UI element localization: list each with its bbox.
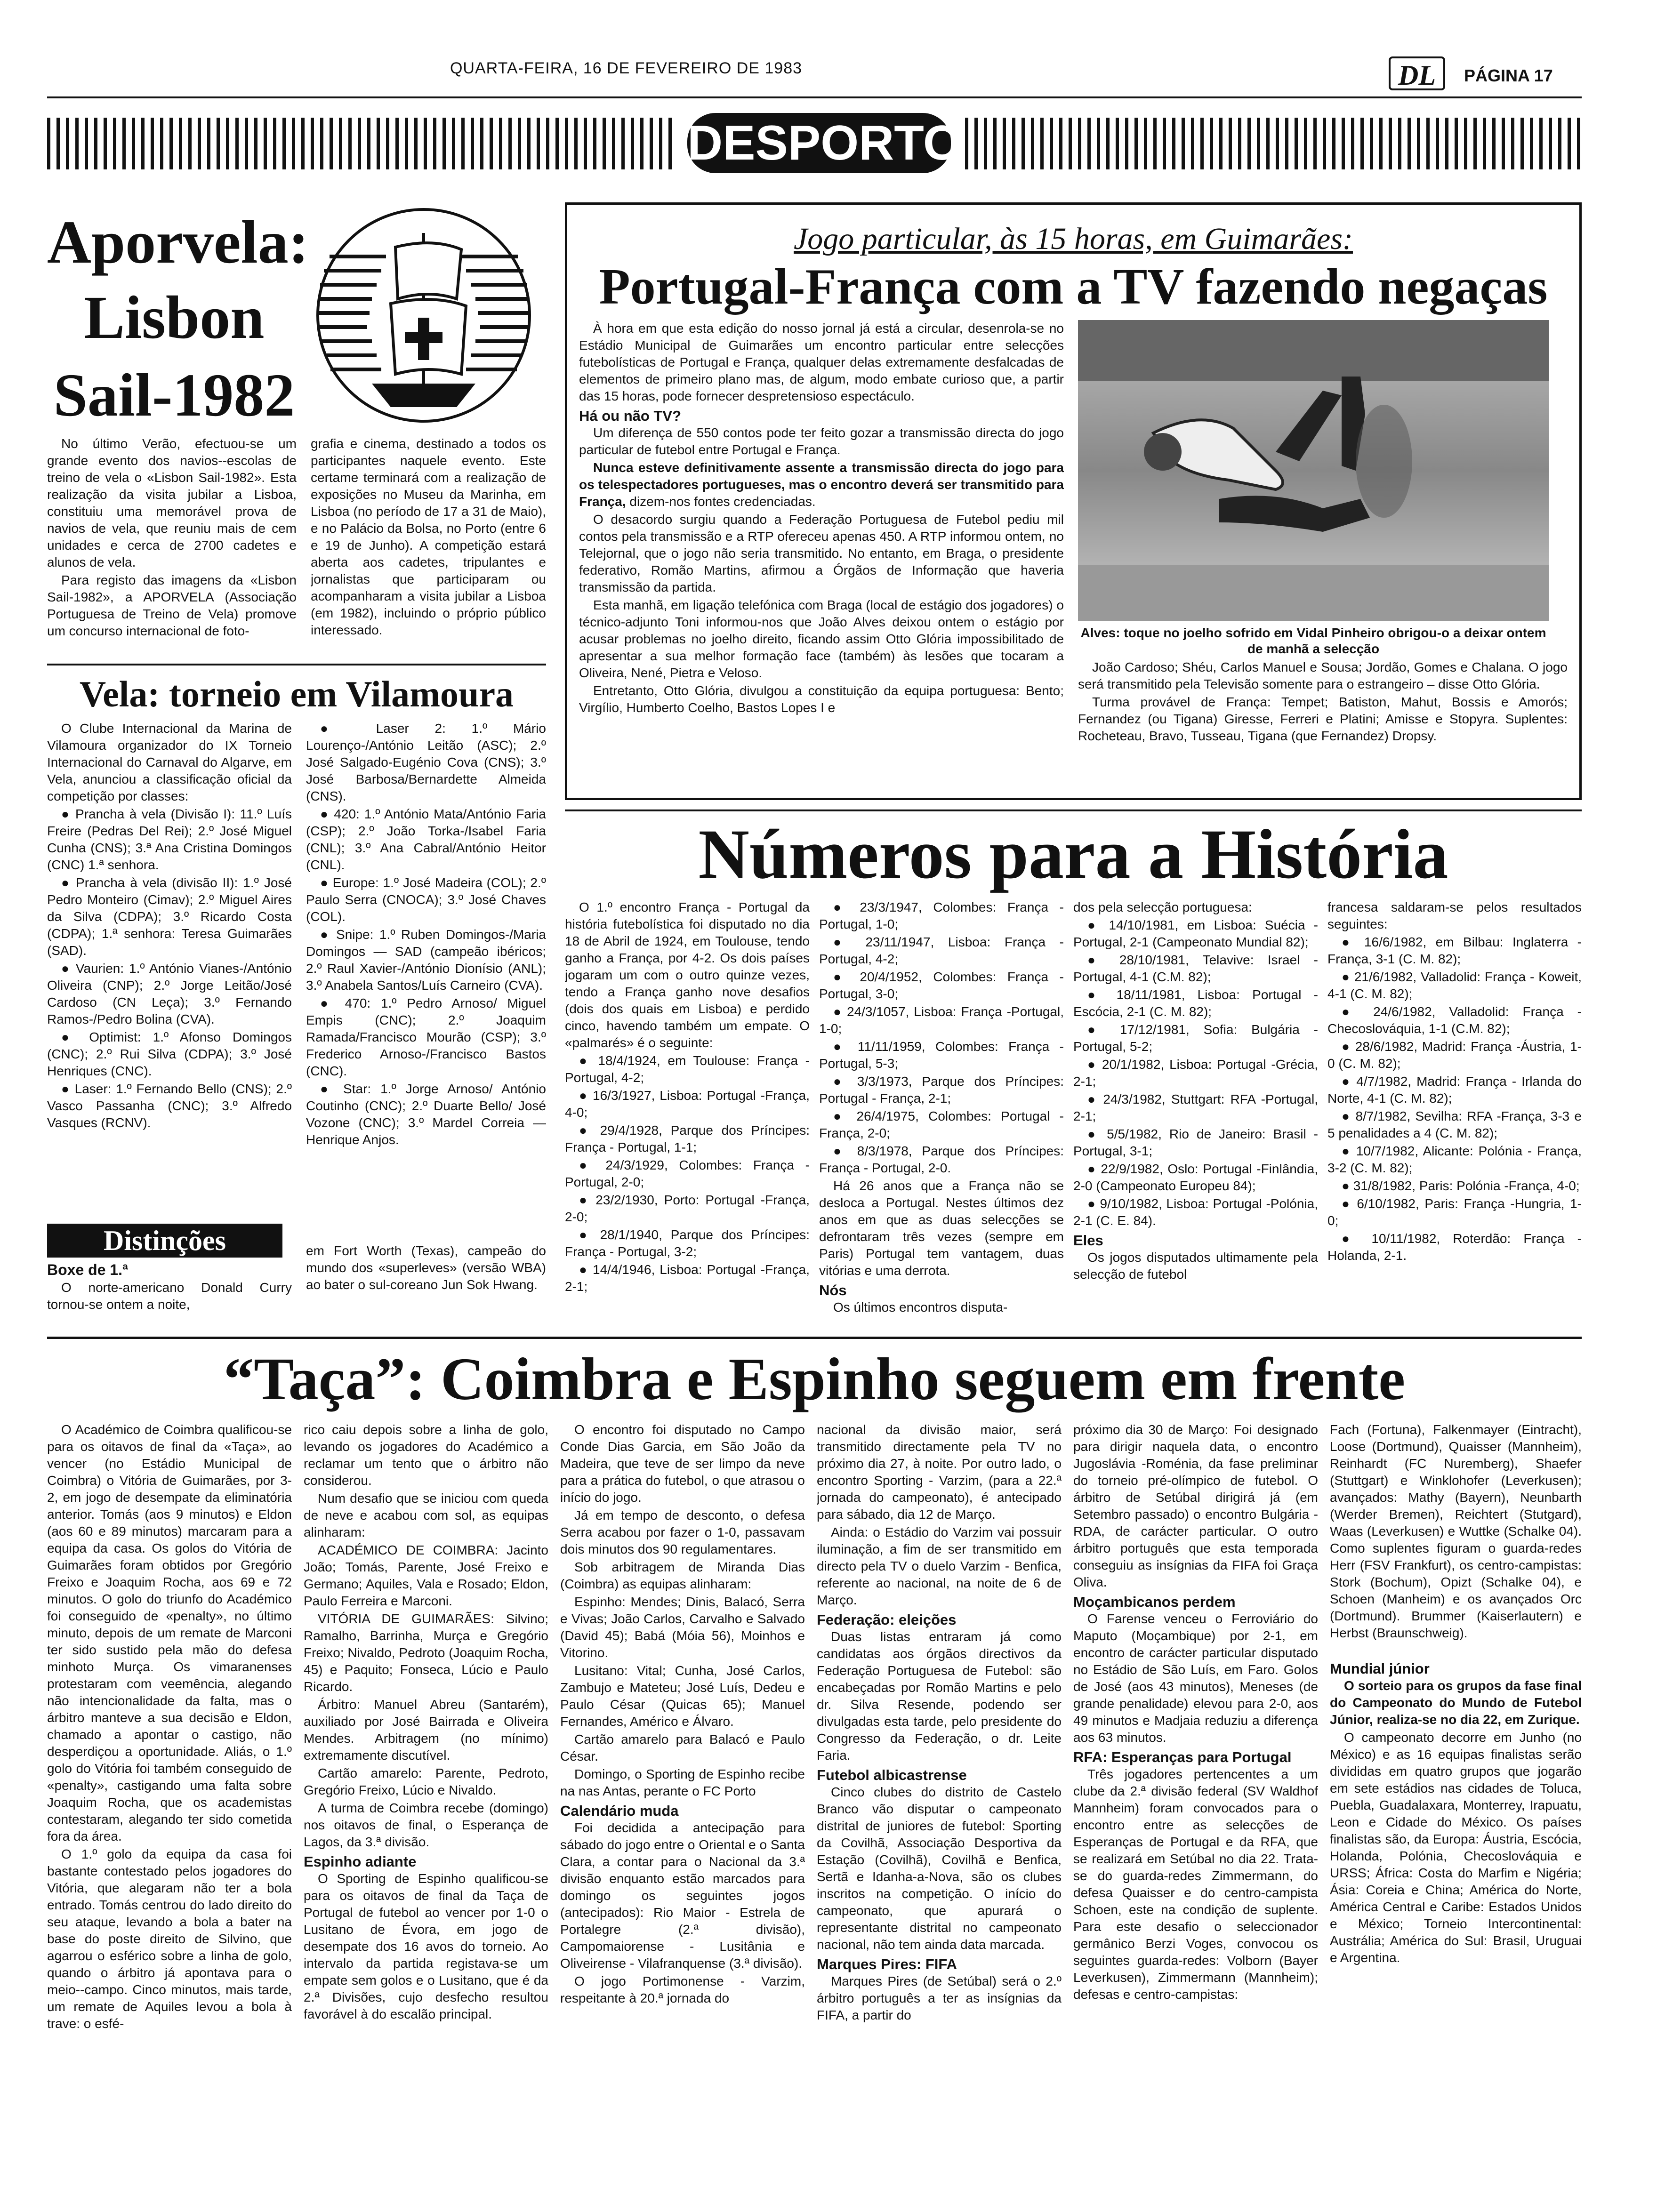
taca-col-5: próximo dia 30 de Março: Foi designado para dirigir naquela data, o encontro Jugoslávia -Roménia, da fase preliminar do torneio pré-olímpico de futebol. O árbitro de Setúbal dirigirá já (em Setembro passado) o encontro Bulgária -RDA, de carácter particular. O outro árbitro português que esta temporada conseguiu as insígnias da FIFA foi Graça Oliva. Moçambicanos perdem O Farense venceu o Ferroviário do Maputo (Moçambique) por 2-1, em encontro de carácter particular disputado no Estádio de São Luís, em Faro. Golos de José (aos 43 minutos), Meneses (de grande penalidade) elevou para 2-0, aos 49 minutos e Madjaia reduziu a diferença aos 63 minutos. RFA: Esperanças para Portugal Três jogadores pertencentes a um clube da 2.ª divisão federal (SV Waldhof Mannheim) foram convocados para o encontro entre as selecções de Esperanças de Portugal e da RFA, que se realizará em Setúbal no dia 22. Trata-se do guarda-redes Zimmermann, do defesa Quaisser e do centro-campista Schoen, este na condição de suplente. Para este desafio o seleccionador germânico Berzi Voges, convocou os seguintes guarda-redes: Volborn (Bayer Leverkusen), Zimmermann (Mannheim); defesas e centro-campistas: (1073, 1422, 1318, 2002)
taca-col-6: Fach (Fortuna), Falkenmayer (Eintracht), Loose (Dortmund), Quaisser (Mannheim), Reinhardt (FC Nuremberg), Shaefer (Stuttgart) e Winklohofer (Leverkusen); avançados: Mathy (Bayern), Neunbarth (Werder Bremen), Reichtert (Stutgard), Waas (Leverkusen) e Wuttke (Schalke 04). Como suplentes figuram o guarda-redes Herr (FSV Frankfurt), os centro-campistas: Stork (Bochum), Opizt (Schalke 04), e Schoen (Manheim) e os avançados Orc (Dortmund). Brummer (Kaiserlautern) e Herbst (Braunschweig). Mundial júnior O sorteio para os grupos da fase final do Campeonato do Mundo de Futebol Júnior, realiza-se no dia 22, em Zurique. O campeonato decorre em Junho (no México) e as 16 equipas finalistas serão divididas em quatro grupos que jogarão em sete estádios nas cidades de Toluca, Puebla, Guadalaxara, Monterrey, Irapuatu, Leon e Cidade do México. Os países finalistas são, da Europa: Áustria, Escócia, Holanda, Polónia, Checoslováquia e URSS; África: Costa do Marfim e Nigéria; Ásia: Coreia e China; América do Norte, América Central e Caribe: Estados Unidos e México; Torneio Intercontinental: Austrália; América do Sul: Brasil, Uruguai e Argentina. (1330, 1422, 1582, 1965)
taca-col-1: O Académico de Coimbra qualificou-se para os oitavos de final da «Taça», ao vencer (no Estádio Municipal de Coimbra) o Vitória de Guimarães, por 3-2, em jogo de desempate da eliminatória anterior. Tomás (aos 9 minutos) e Eldon (aos 60 e 89 minutos) marcaram para a equipa da casa. Os golos do Vitória de Guimarães foram obtidos por Gregório Freixo e Joaquim Rocha, aos 69 e 72 minutos. O golo do triunfo do Académico foi conseguido de «penalty», no último minuto, depois de um remate de Marconi ter sido sustido pela mão do defesa minhoto Murça. Os vimaranenses protestaram com veemência, alegando não intencionalidade da falta, mas o árbitro manteve a sua decisão e Eldon, chamado a apontar o castigo, não desperdiçou a oportunidade. Aliás, o 1.º golo do Vitória foi também conseguido de «penalty», castigando uma falta sobre Joaquim Rocha, que os academistas contestaram, alegando ter sido cometida fora da área. O 1.º golo da equipa da casa foi bastante contestado pelos jogadores do Vitória, que alegaram não ter a bola entrado. Tomás centrou do lado direito do seu ataque, levando a bola a bater na base do poste direito de Silvino, que agarrou o esférico sobre a linha de golo, quando o árbitro já apontava para o meio--campo. Cinco minutos, mais tarde, um remate de Aquiles levou a bola à trave: o esfé- (47, 1422, 292, 2031)
france-headline: Portugal-França com a TV fazendo negaças (599, 259, 1548, 315)
distincoes-sub: Boxe de 1.ª (47, 1261, 128, 1278)
numeros-col-4: francesa saldaram-se pelos resultados seguintes: ● 16/6/1982, em Bilbau: Inglaterra - França, 3-1 (C. M. 82); ● 21/6/1982, Valladolid: França - Koweit, 4-1 (C. M. 82); ● 24/6/1982, Valladolid: França - Checoslováquia, 1-1 (C.M. 82); ● 28/6/1982, Madrid: França -Áustria, 1-0 (C. M. 82); ● 4/7/1982, Madrid: França - Irlanda do Norte, 4-1 (C. M. 82); ● 8/7/1982, Sevilha: RFA -França, 3-3 e 5 penalidades a 4 (C. M. 82); ● 10/7/1982, Alicante: Polónia - França, 3-2 (C. M. 82); ● 31/8/1982, Paris: Polónia -França, 4-0; ● 6/10/1982, Paris: França -Hungria, 1-0; ● 10/11/1982, Roterdão: França - Holanda, 2-1. (1327, 900, 1582, 1263)
aporvela-col-1: No último Verão, efectuou-se um grande evento dos navios--escolas de treino de vela o «Lisbon Sail-1982». Esta realização da visita jubilar a Lisboa, constituiu uma memorável prova de navios de vela, que reuniu mais de cem unidades e cerca de 2700 cadetes e alunos de vela. Para registo das imagens da «Lisbon Sail-1982», a APORVELA (Associação Portuguesa de Treino de Vela) promove um concurso internacional de foto- (47, 436, 297, 638)
france-col-left: À hora em que esta edição do nosso jornal já está a circular, desenrola-se no Estádio Municipal de Guimarães um encontro particular entre selecções futebolísticas de Portugal e França, qualquer delas extremamente desfalcadas de elementos de primeiro plano mas, de algum, modo embate curioso que, a partir das 15 horas, pode fornecer despretensioso espectáculo. Há ou não TV? Um diferença de 550 contos pode ter feito gozar a transmissão directa do jogo particular de futebol entre Portugal e França. Nunca esteve definitivamente assente a transmissão directa do jogo para os telespectadores portugueses, mas o encontro deverá ser transmitido para França, dizem-nos fontes credenciadas. O desacordo surgiu quando a Federação Portuguesa de Futebol pediu mil contos pela transmissão e a RTP ofereceu apenas 450. A RTP informou ontem, no Telejornal, que o jogo não seria transmitido. No entanto, em Braga, o presidente federativo, Romão Martins, afirmou a Órgãos de Informação que haveria transmissão da partida. Esta manhã, em ligação telefónica com Braga (local de estágio dos jogadores) o técnico-adjunto Toni informou-nos que João Alves deixou ontem o estágio por acusar problemas no joelho direito, ficando assim Otto Glória impossibilitado de apresentar a sua melhor formação face (também) às lesões que tocaram a Oliveira, Nené, Pietra e Veloso. Entretanto, Otto Glória, divulgou a constituição da equipa portuguesa: Bento; Virgílio, Humberto Coelho, Bastos Lopes I e (579, 321, 1064, 715)
numeros-col-1: O 1.º encontro França - Portugal da história futebolística foi disputado no dia 18 de Abril de 1924, em Toulouse, tendo ganho a França, por 4-2. Os dois países jogaram um com o outro quinze vezes, tendo a França ganho nove desafios (dois dos quais em Lisboa) e perdido cinco, havendo também um empate. O «palmarés» é o seguinte: ● 18/4/1924, em Toulouse: França - Portugal, 4-2; ● 16/3/1927, Lisboa: Portugal -França, 4-0; ● 29/4/1928, Parque dos Príncipes: França - Portugal, 1-1; ● 24/3/1929, Colombes: França - Portugal, 2-0; ● 23/2/1930, Porto: Portugal -França, 2-0; ● 28/1/1940, Parque dos Príncipes: França - Portugal, 3-2; ● 14/4/1946, Lisboa: Portugal -França, 2-1; (565, 900, 810, 1294)
france-col-right: João Cardoso; Shéu, Carlos Manuel e Sousa; Jordão, Gomes e Chalana. O jogo será transmitido pela Televisão somente para o estrangeiro – disse Otto Glória. Turma provável de França: Tempet; Batiston, Mahut, Bossis e Amorós; Fernandez (ou Tigana) Giresse, Ferreri e Platini; Amisse e Stopyra. Suplentes: Rocheteau, Bravo, Tusseau, Tigana (que Fernandez) Dropsy. (1078, 660, 1568, 743)
aporvela-col-2: grafia e cinema, destinado a todos os participantes naquele evento. Este certame terminará com a realização de exposições no Museu da Marinha, em Lisboa (no período de 17 a 31 de Maio), e no Palácio da Bolsa, no Porto (entre 6 e 19 de Junho). A competição estará aberta aos cadetes, tripulantes e jornalistas que participaram ou acompanharam a visita jubilar a Lisboa (em 1982), incluindo o próprio público interessado. (311, 436, 546, 637)
aporvela-headline-1: Aporvela: (47, 208, 309, 276)
taca-col-3: O encontro foi disputado no Campo Conde Dias Garcia, em São João da Madeira, que teve de ser limpo da neve para a prática do futebol, o que atrasou o início do jogo. Já em tempo de desconto, o defesa Serra acabou por fazer o 1-0, passavam dois minutos dos 90 regulamentares. Sob arbitragem de Miranda Dias (Coimbra) as equipas alinharam: Espinho: Mendes; Dinis, Balacó, Serra e Vivas; João Carlos, Carvalho e Salvado (David 45); Babá (Móia 56), Moinhos e Vitorino. Lusitano: Vital; Cunha, José Carlos, Zambujo e Mateteu; José Luís, Dedeu e Paulo César (Quicas 65); Manuel Fernandes, Américo e Álvaro. Cartão amarelo para Balacó e Paulo César. Domingo, o Sporting de Espinho recibe na nas Antas, perante o FC Porto Calendário muda Foi decidida a antecipação para sábado do jogo entre o Oriental e o Santa Clara, a contar para o Nacional da 3.ª divisão enquanto estão marcados para domingo os seguintes jogos (antecipados): Rio Maior - Estrela de Portalegre (2.ª divisão), Campomaiorense - Lusitânia e Oliveirense - Vilafranquense (3.ª divisão). O jogo Portimonense - Varzim, respeitante à 20.ª jornada do (560, 1422, 805, 2005)
taca-rule (47, 1337, 1582, 1339)
numeros-col-2: ● 23/3/1947, Colombes: França - Portugal, 1-0; ● 23/11/1947, Lisboa: França -Portugal, 4-2; ● 20/4/1952, Colombes: França - Portugal, 3-0; ● 24/3/1057, Lisboa: França -Portugal, 1-0; ● 11/11/1959, Colombes: França - Portugal, 5-3; ● 3/3/1973, Parque dos Príncipes: Portugal - França, 2-1; ● 26/4/1975, Colombes: Portugal - França, 2-0; ● 8/3/1978, Parque dos Príncipes: França - Portugal, 2-0. Há 26 anos que a França não se desloca a Portugal. Nestes últimos dez anos em que as duas selecções se defrontaram três vezes (sempre em Paris) Portugal tem vantagem, duas vitórias e uma derrota. Nós Os últimos encontros disputa- (819, 900, 1064, 1314)
newspaper-logo: DL (1389, 56, 1445, 90)
masthead-rule (47, 96, 1582, 98)
vela-rule (47, 664, 546, 665)
page-number: PÁGINA 17 (1464, 66, 1553, 85)
aporvela-headline-3: Sail-1982 (53, 361, 295, 429)
numeros-rule (565, 809, 1582, 811)
sailing-ship-logo (301, 205, 546, 426)
distincoes-label: Distinções (47, 1224, 282, 1258)
taca-col-2: rico caiu depois sobre a linha de golo, levando os jogadores do Académico a reclamar um tento que o árbitro não considerou. Num desafio que se iniciou com queda de neve e acabou com sol, as equipas alinharam: ACADÉMICO DE COIMBRA: Jacinto João; Tomás, Parente, José Freixo e Germano; Aquiles, Vala e Rosado; Eldon, Paulo Ferreira e Marconi. VITÓRIA DE GUIMARÃES: Silvino; Ramalho, Barrinha, Murça e Gregório Freixo; Nivaldo, Pedroto (Joaquim Rocha, 45) e Paquito; Fonseca, Lúcio e Paulo Ricardo. Árbitro: Manuel Abreu (Santarém), auxiliado por José Bairrada e Oliveira Mendes. Arbitragem (no mínimo) extremamente discutível. Cartão amarelo: Parente, Pedroto, Gregório Freixo, Lúcio e Nivaldo. A turma de Coimbra recebe (domingo) nos oitavos de final, o Esperança de Lagos, da 3.ª divisão. Espinho adiante O Sporting de Espinho qualificou-se para os oitavos de final da Taça de Portugal de futebol ao vencer por 1-0 o Lusitano de Évora, em jogo de desempate dos 16 avos do torneio. Ao intervalo da partida registava-se um empate sem golos e o Lusitano, que é da 2.ª Divisões, cujo desfecho resultou favorável à do escalão principal. (304, 1422, 548, 2021)
numeros-headline: Números para a História (698, 815, 1448, 893)
numeros-col-3: dos pela selecção portuguesa: ● 14/10/1981, em Lisboa: Suécia - Portugal, 2-1 (Campeonato Mundial 82); ● 28/10/1981, Telavive: Israel - Portugal, 4-1 (C.M. 82); ● 18/11/1981, Lisboa: Portugal - Escócia, 2-1 (C. M. 82); ● 17/12/1981, Sofia: Bulgária -Portugal, 5-2; ● 20/1/1982, Lisboa: Portugal -Grécia, 2-1; ● 24/3/1982, Stuttgart: RFA -Portugal, 2-1; ● 5/5/1982, Rio de Janeiro: Brasil - Portugal, 3-1; ● 22/9/1982, Oslo: Portugal -Finlândia, 2-0 (Campeonato Europeu 84); ● 9/10/1982, Lisboa: Portugal -Polónia, 2-1 (C. E. 84). Eles Os jogos disputados ultimamente pela selecção de futebol (1073, 900, 1318, 1282)
section-stripes-right (965, 118, 1582, 169)
section-stripes-left (47, 118, 673, 169)
photo-caption: Alves: toque no joelho sofrido em Vidal Pinheiro obrigou-o a deixar ontem de manhã a selecção (1080, 625, 1546, 656)
taca-col-4: nacional da divisão maior, será transmitido directamente pela TV no próximo dia 27, à noite. Por outro lado, o encontro Sporting - Varzim, (para a 22.ª jornada do campeonato), é antecipado para sábado, dia 12 de Março. Ainda: o Estádio do Varzim vai possuir iluminação, a fim de ser transmitido em directo pela TV o duelo Varzim - Benfica, referente ao nacional, na noite de 6 de Março. Federação: eleições Duas listas entraram já como candidatas aos órgãos directivos da Federação Portuguesa de Futebol: são encabeçadas por Romão Martins e pelo dr. Silva Resende, podendo ser divulgadas esta tarde, pelo presidente do Congresso da Federação, o dr. Leite Faria. Futebol albicastrense Cinco clubes do distrito de Castelo Branco vão disputar o campeonato distrital de juniores de futebol: Sporting da Covilhã, Associação Desportiva da Estação (Covilhã), Covilhã e Benfica, Sertã e Idanha-a-Nova, são os clubes inscritos na competição. O início do campeonato, que apurará o representante distrital no campeonato nacional, não tem ainda data marcada. Marques Pires: FIFA Marques Pires (de Setúbal) será o 2.º árbitro português a ter as insígnias da FIFA, a partir do (817, 1422, 1062, 2022)
vela-col-2: ● Laser 2: 1.º Mário Lourenço-/António Leitão (ASC); 2.º José Salgado-Eugénio Cova (CNS); 3.º José Barbosa/Bernardette Almeida (CNS). ● 420: 1.º António Mata/António Faria (CSP); 2.º João Torka-/Isabel Faria (CNL); 3.º Ana Cabral/António Heitor (CNL). ● Europe: 1.º José Madeira (COL); 2.º Paulo Serra (CNOCA); 3.º José Chaves (COL). ● Snipe: 1.º Ruben Domingos-/Maria Domingos — SAD (campeão ibéricos; 2.º Raul Xavier-/António Dionísio (ANL); 3.º Anabela Santos/Luís Carneiro (CVA). ● 470: 1.º Pedro Arnoso/ Miguel Empis (CNC); 2.º Joaquim Ramada/Francisco Mourão (CSP); 3.º Frederico Arnoso-/Francisco Bastos (CNC). ● Star: 1.º Jorge Arnoso/ António Coutinho (CNC); 2.º Duarte Bello/ José Vozone (CNC); 3.º Mardel Correia — Henrique Anjos. (306, 721, 546, 1147)
section-title: DESPORTO (687, 113, 951, 173)
vela-headline: Vela: torneio em Vilamoura (79, 673, 514, 714)
france-kicker: Jogo particular, às 15 horas, em Guimarães: (794, 222, 1353, 256)
distincoes-col-1: O norte-americano Donald Curry tornou-se ontem a noite, (47, 1280, 292, 1312)
player-photo (1078, 320, 1549, 621)
distincoes-col-2: em Fort Worth (Texas), campeão do mundo dos «superleves» (versão WBA) ao bater o sul-coreano Jun Sok Hwang. (306, 1243, 546, 1292)
taca-headline: “Taça”: Coimbra e Espinho seguem em frente (223, 1346, 1406, 1412)
dateline: QUARTA-FEIRA, 16 DE FEVEREIRO DE 1983 (450, 59, 803, 77)
aporvela-headline-2: Lisbon (84, 284, 265, 352)
vela-col-1: O Clube Internacional da Marina de Vilamoura organizador do IX Torneio Internacional do Carnaval do Algarve, em Vela, anunciou a classificação oficial da competição por classes: ● Prancha à vela (Divisão I): 11.º Luís Freire (Pedras Del Rei); 2.º José Miguel Cunha (CNS); 3.ª Ana Cristina Domingos (CNC) 1.ª senhora. ● Prancha à vela (divisão II): 1.º José Pedro Monteiro (Cimav); 2.º Miguel Aires da Silva (CDPA); 3.º Ricardo Costa (CDPA); 1.ª senhora: Teresa Guimarães (SAD). ● Vaurien: 1.º António Vianes-/António Oliveira (CNP); 2.º Jorge Leitão/José Cardoso (CN Leça); 3.º Fernando Ramos-/Pedro Bolina (CVA). ● Optimist: 1.º Afonso Domingos (CNC); 2.º Rui Silva (CDPA); 3.º José Henriques (CNC). ● Laser: 1.º Fernando Bello (CNS); 2.º Vasco Passanha (CNC); 3.º Alfredo Vasques (RCNV). (47, 721, 292, 1130)
